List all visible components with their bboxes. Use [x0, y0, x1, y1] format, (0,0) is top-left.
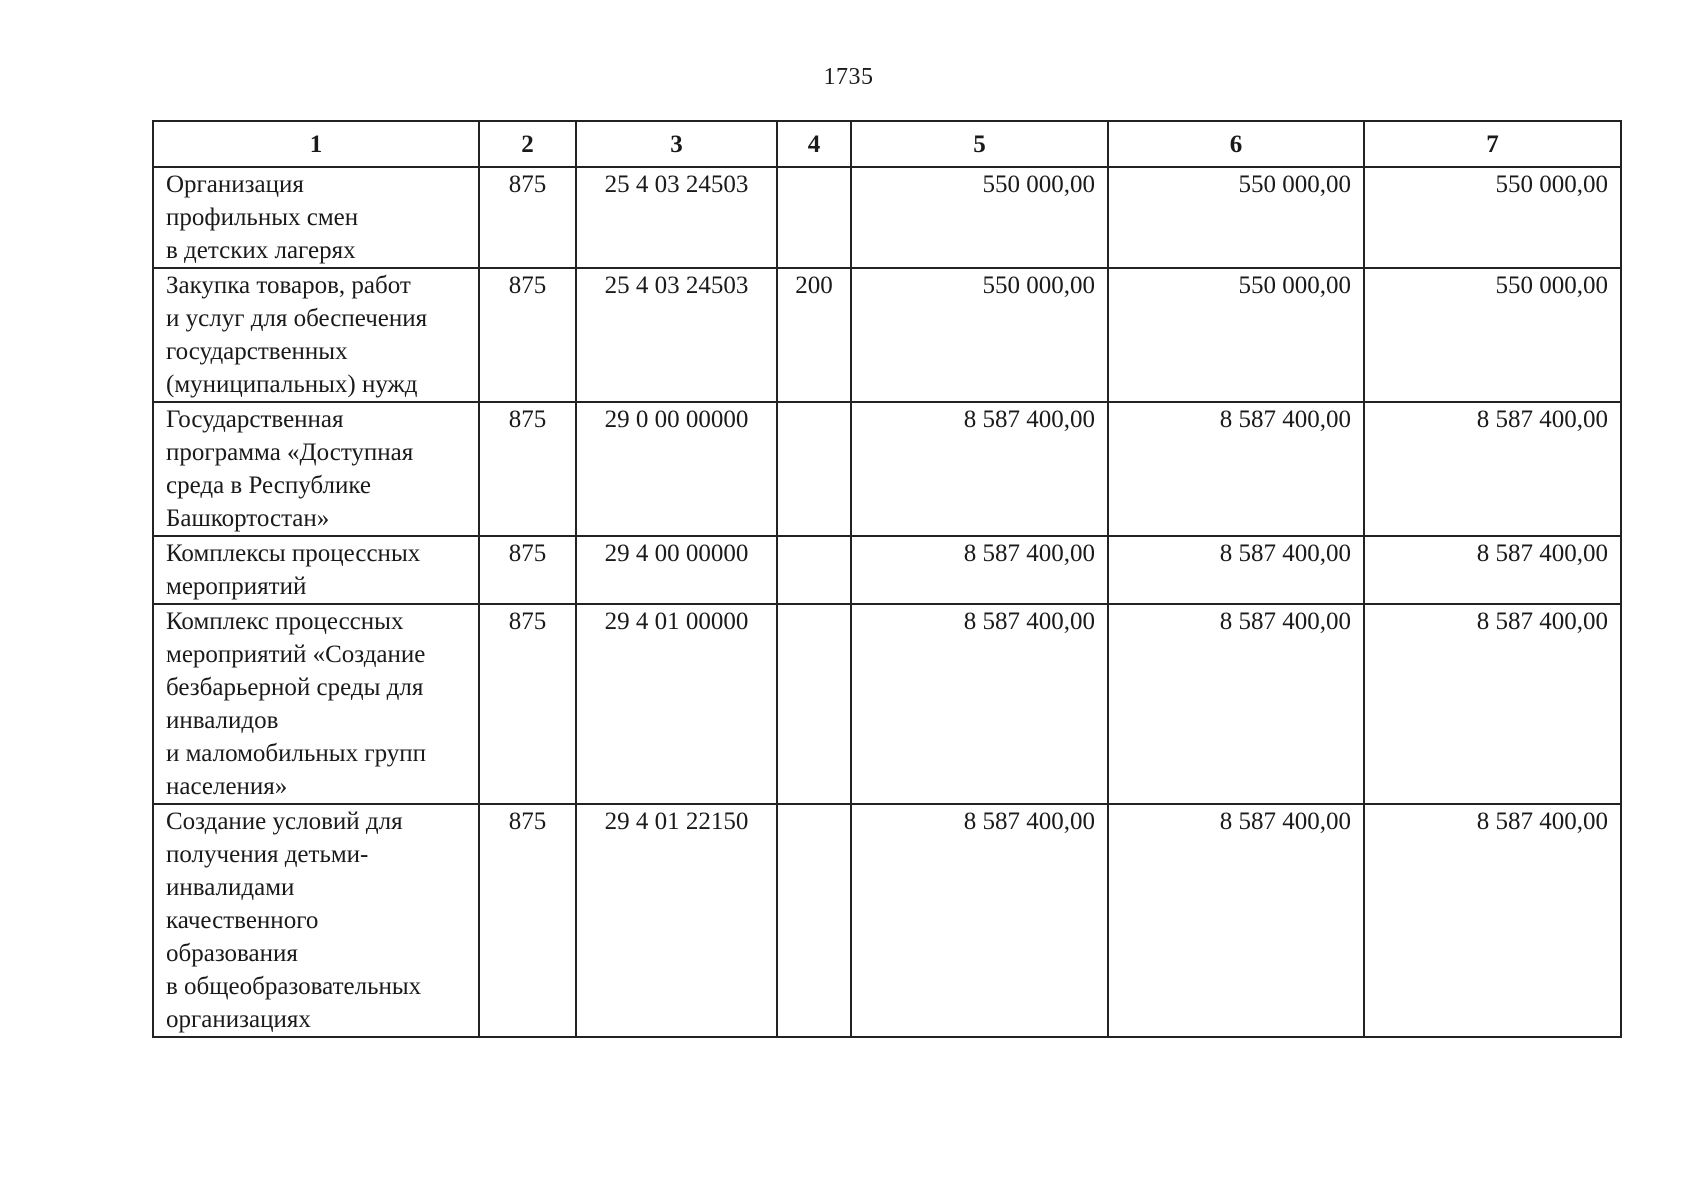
row-name-line: программа «Доступная [166, 439, 414, 466]
row-name-line: организациях [166, 1006, 311, 1033]
table-row [153, 402, 1621, 536]
row-admin-code: 875 [479, 402, 576, 536]
table-row [153, 604, 1621, 804]
row-amount-col6: 8 587 400,00 [1108, 536, 1364, 604]
row-name-line: образования [166, 940, 298, 967]
row-name-line: Комплекс процессных [166, 608, 404, 635]
row-name-line: Создание условий для [166, 808, 403, 835]
row-admin-code: 875 [479, 804, 576, 1037]
row-expense-type [777, 604, 851, 804]
row-name-line: качественного [166, 907, 319, 934]
row-expense-type [777, 167, 851, 268]
column-header-7: 7 [1364, 121, 1621, 167]
table-row [153, 167, 1621, 268]
row-expense-type: 200 [777, 268, 851, 402]
column-header-3: 3 [576, 121, 777, 167]
row-name-cell [153, 268, 479, 402]
row-name-line: Комплексы процессных [166, 540, 421, 567]
row-target-article: 25 4 03 24503 [576, 268, 777, 402]
column-header-2: 2 [479, 121, 576, 167]
row-amount-col7: 8 587 400,00 [1364, 536, 1621, 604]
row-expense-type [777, 804, 851, 1037]
row-amount-col7: 550 000,00 [1364, 167, 1621, 268]
row-amount-col7: 8 587 400,00 [1364, 804, 1621, 1037]
row-name-line: мероприятий «Создание [166, 641, 426, 668]
row-amount-col5: 8 587 400,00 [851, 604, 1108, 804]
row-name-line: инвалидами [166, 874, 295, 901]
row-name-line: населения» [166, 773, 288, 800]
row-name-line: получения детьми- [166, 841, 369, 868]
row-name-line: в детских лагерях [166, 237, 356, 264]
row-amount-col7: 8 587 400,00 [1364, 402, 1621, 536]
row-name-line: и маломобильных групп [166, 740, 426, 767]
row-admin-code: 875 [479, 167, 576, 268]
row-name-cell [153, 536, 479, 604]
row-name-line: Государственная [166, 406, 344, 433]
row-admin-code: 875 [479, 604, 576, 804]
table-row [153, 804, 1621, 1037]
row-admin-code: 875 [479, 536, 576, 604]
row-name-line: инвалидов [166, 707, 279, 734]
row-name-line: государственных [166, 338, 348, 365]
row-admin-code: 875 [479, 268, 576, 402]
row-name-cell [153, 167, 479, 268]
row-name-line: (муниципальных) нужд [166, 371, 418, 398]
row-amount-col6: 8 587 400,00 [1108, 402, 1364, 536]
row-name-line: профильных смен [166, 204, 359, 231]
column-header-1: 1 [153, 121, 479, 167]
row-target-article: 29 4 01 22150 [576, 804, 777, 1037]
row-target-article: 25 4 03 24503 [576, 167, 777, 268]
row-name-cell [153, 604, 479, 804]
row-amount-col6: 8 587 400,00 [1108, 604, 1364, 804]
table-row [153, 536, 1621, 604]
row-name-cell [153, 402, 479, 536]
row-target-article: 29 4 00 00000 [576, 536, 777, 604]
column-header-5: 5 [851, 121, 1108, 167]
row-name-line: Башкортостан» [166, 505, 330, 532]
row-amount-col5: 8 587 400,00 [851, 402, 1108, 536]
row-target-article: 29 0 00 00000 [576, 402, 777, 536]
column-header-6: 6 [1108, 121, 1364, 167]
budget-table [152, 120, 1622, 1038]
row-amount-col6: 550 000,00 [1108, 268, 1364, 402]
row-expense-type [777, 536, 851, 604]
row-amount-col6: 550 000,00 [1108, 167, 1364, 268]
row-amount-col5: 8 587 400,00 [851, 804, 1108, 1037]
column-header-4: 4 [777, 121, 851, 167]
row-amount-col7: 8 587 400,00 [1364, 604, 1621, 804]
row-amount-col5: 550 000,00 [851, 268, 1108, 402]
row-name-line: мероприятий [166, 573, 307, 600]
row-name-cell [153, 804, 479, 1037]
row-name-line: в общеобразовательных [166, 973, 422, 1000]
header-row [153, 121, 1621, 167]
table-row [153, 268, 1621, 402]
row-amount-col5: 8 587 400,00 [851, 536, 1108, 604]
row-amount-col6: 8 587 400,00 [1108, 804, 1364, 1037]
row-amount-col5: 550 000,00 [851, 167, 1108, 268]
row-name-line: среда в Республике [166, 472, 371, 499]
page-number: 1735 [823, 64, 874, 90]
row-name-line: Закупка товаров, работ [166, 272, 411, 299]
row-target-article: 29 4 01 00000 [576, 604, 777, 804]
row-name-line: безбарьерной среды для [166, 674, 424, 701]
row-name-line: Организация [166, 171, 304, 198]
row-amount-col7: 550 000,00 [1364, 268, 1621, 402]
row-name-line: и услуг для обеспечения [166, 305, 428, 332]
row-expense-type [777, 402, 851, 536]
